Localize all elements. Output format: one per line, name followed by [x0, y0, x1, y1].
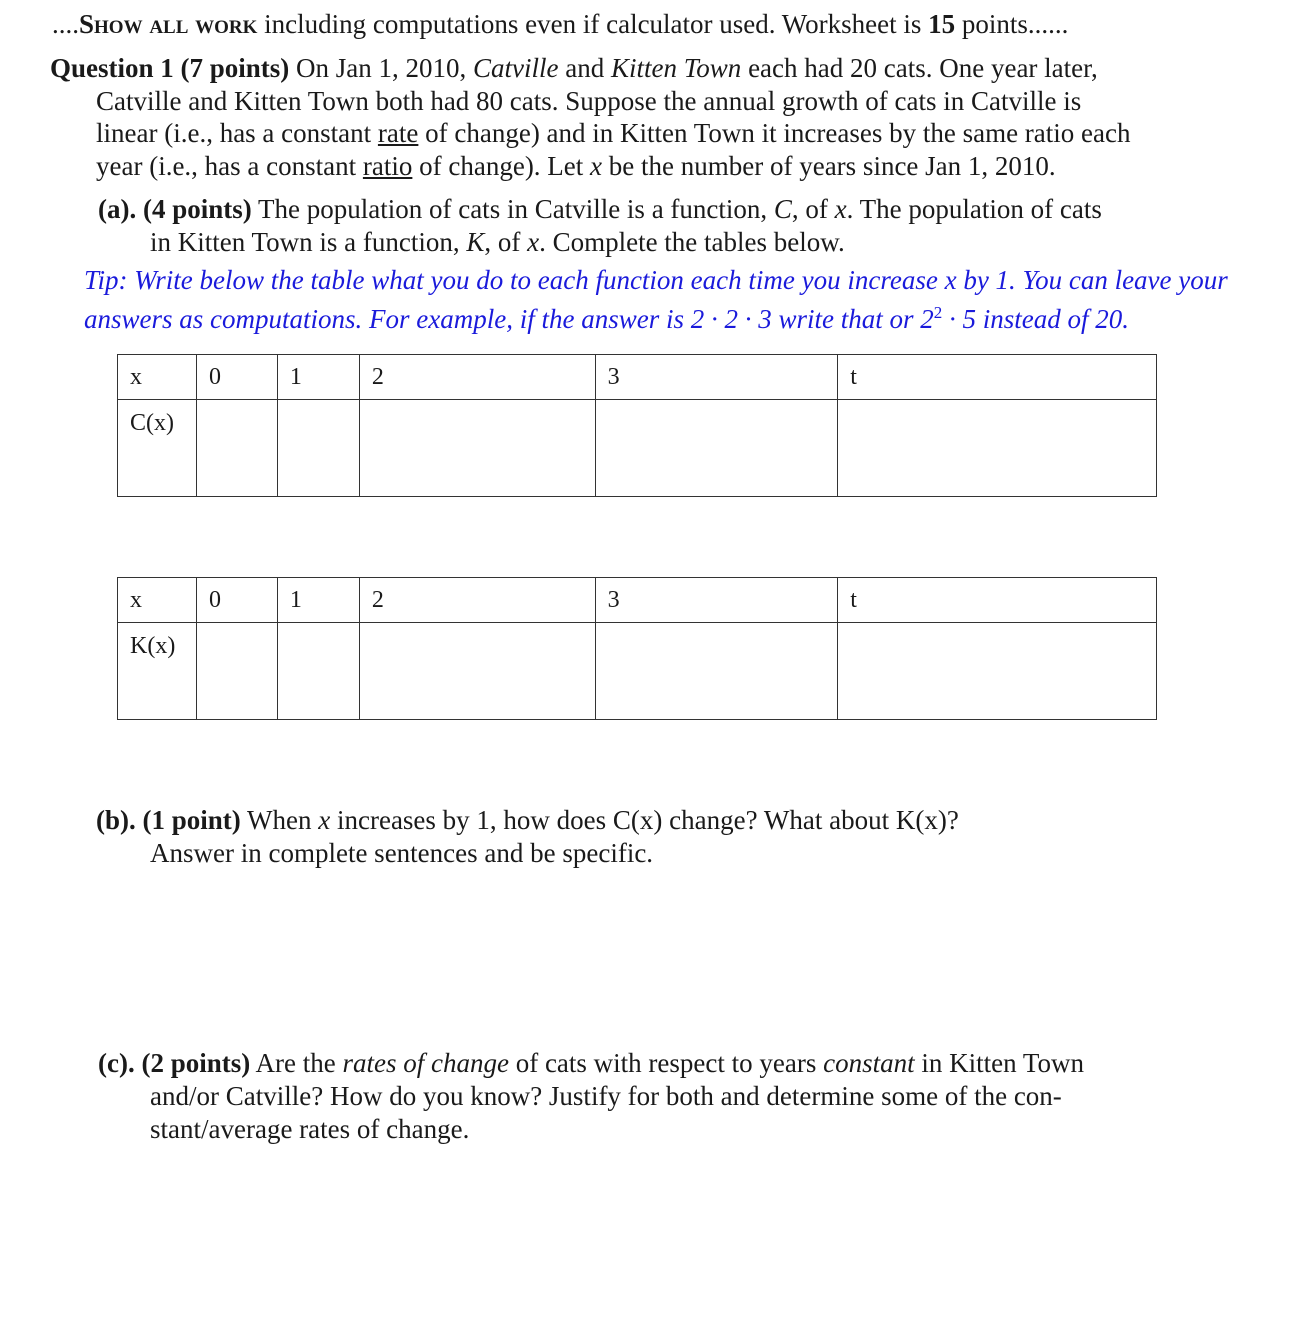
- part-b-text: Answer in complete sentences and be specific.: [150, 838, 654, 868]
- instructions-text: including computations even if calculator used. Worksheet is: [257, 9, 929, 39]
- answer-cell[interactable]: [277, 400, 359, 497]
- show-all-work: Show all work: [79, 9, 258, 39]
- part-a-line2: [150, 226, 845, 258]
- x-var: x: [318, 805, 331, 835]
- constant-term: constant: [823, 1048, 915, 1078]
- table-value-row: [118, 623, 1157, 720]
- part-c-text: stant/average rates of change.: [150, 1114, 470, 1144]
- part-c-label: (c). (2 points): [98, 1048, 251, 1078]
- part-c-text: and/or Catville? How do you know? Justify for both and determine some of the con-: [150, 1081, 1062, 1111]
- rates-of-change-term: rates of change: [342, 1048, 509, 1078]
- part-c-text: of cats with respect to years: [508, 1048, 824, 1078]
- part-a-text: , of: [484, 227, 528, 257]
- points-total: 15: [928, 9, 956, 39]
- catville-term: Catville: [473, 53, 559, 83]
- points-suffix: points.: [955, 9, 1035, 39]
- q1-text: of change) and in Kitten Town it increases by the same ratio each: [418, 118, 1131, 148]
- kx-expr: K(x): [895, 805, 947, 835]
- part-c-line2: [150, 1080, 1062, 1112]
- q1-text: On Jan 1, 2010,: [289, 53, 474, 83]
- header-cell: 0: [196, 355, 277, 400]
- dots-right: .....: [1034, 9, 1069, 39]
- tip-line1: [84, 264, 1228, 296]
- rate-term: rate: [377, 118, 419, 148]
- table-header-row: [118, 578, 1157, 623]
- part-a-text: The population of cats in Catville is a function,: [251, 194, 774, 224]
- q1-text: Catville and Kitten Town both had 80 cats. Suppose the annual growth of cats in Catville is: [96, 86, 1082, 116]
- part-b-text: increases by 1, how does: [330, 805, 613, 835]
- q1-text: year (i.e., has a constant: [96, 151, 363, 181]
- question1-line4: [96, 150, 1056, 182]
- part-c-line1: [98, 1047, 1218, 1079]
- tip-line2: [84, 297, 1129, 335]
- answer-cell[interactable]: [196, 400, 277, 497]
- answer-cell[interactable]: [277, 623, 359, 720]
- part-a-text: . Complete the tables below.: [539, 227, 845, 257]
- tip-superscript: 2: [933, 303, 943, 322]
- part-b-line2: [150, 837, 653, 869]
- part-a-text: . The population of cats: [846, 194, 1102, 224]
- q1-text: and: [558, 53, 612, 83]
- header-cell: 1: [277, 578, 359, 623]
- x-var: x: [590, 151, 603, 181]
- part-a-text: in Kitten Town is a function,: [150, 227, 467, 257]
- tip-text: answers as computations. For example, if the answer is 2 · 2 · 3 write that or 2: [84, 304, 934, 334]
- part-b-label: (b). (1 point): [96, 805, 241, 835]
- x-var: x: [834, 194, 847, 224]
- worksheet-instructions: [52, 8, 1068, 40]
- q1-text: be the number of years since Jan 1, 2010.: [602, 151, 1056, 181]
- kitten-town-term: Kitten Town: [611, 53, 742, 83]
- header-cell: 1: [277, 355, 359, 400]
- part-c-text: Are the: [250, 1048, 343, 1078]
- tip-text: · 5 instead of 20.: [942, 304, 1129, 334]
- part-b-text: ?: [946, 805, 959, 835]
- answer-cell[interactable]: [838, 400, 1157, 497]
- header-cell-x: x: [118, 578, 197, 623]
- q1-text: linear (i.e., has a constant: [96, 118, 378, 148]
- answer-cell[interactable]: [838, 623, 1157, 720]
- part-a-line1: [98, 193, 1102, 225]
- table-value-row: [118, 400, 1157, 497]
- header-cell-x: x: [118, 355, 197, 400]
- c-var: C: [773, 194, 792, 224]
- tip-text: Tip: Write below the table what you do to each function each time you increase x by 1. You can leave your: [84, 265, 1228, 295]
- dots-left: ....: [52, 9, 79, 39]
- ratio-term: ratio: [362, 151, 413, 181]
- answer-cell[interactable]: [595, 400, 838, 497]
- q1-text: of change). Let: [412, 151, 591, 181]
- question1-line1: [50, 52, 1218, 84]
- k-var: K: [466, 227, 485, 257]
- header-cell: 0: [196, 578, 277, 623]
- part-c-text: in Kitten Town: [914, 1048, 1084, 1078]
- answer-cell[interactable]: [359, 400, 595, 497]
- header-cell: t: [838, 355, 1157, 400]
- q1-text: each had 20 cats. One year later,: [741, 53, 1098, 83]
- part-b-text: change? What about: [662, 805, 896, 835]
- question1-line3: [96, 117, 1131, 149]
- question1-line2: [96, 85, 1081, 117]
- row-label-kx: K(x): [118, 623, 197, 720]
- header-cell: t: [838, 578, 1157, 623]
- table-header-row: [118, 355, 1157, 400]
- row-label-cx: C(x): [118, 400, 197, 497]
- part-a-text: , of: [791, 194, 835, 224]
- header-cell: 2: [359, 355, 595, 400]
- question1-label: Question 1 (7 points): [50, 53, 290, 83]
- part-b-text: When: [240, 805, 319, 835]
- header-cell: 2: [359, 578, 595, 623]
- part-b-line1: [96, 804, 959, 836]
- x-var: x: [527, 227, 540, 257]
- table-catville: [117, 354, 1157, 497]
- part-c-line3: [150, 1113, 469, 1145]
- header-cell: 3: [595, 355, 838, 400]
- cx-expr: C(x): [612, 805, 663, 835]
- answer-cell[interactable]: [359, 623, 595, 720]
- part-a-label: (a). (4 points): [98, 194, 252, 224]
- table-kitten-town: [117, 577, 1157, 720]
- answer-cell[interactable]: [196, 623, 277, 720]
- header-cell: 3: [595, 578, 838, 623]
- answer-cell[interactable]: [595, 623, 838, 720]
